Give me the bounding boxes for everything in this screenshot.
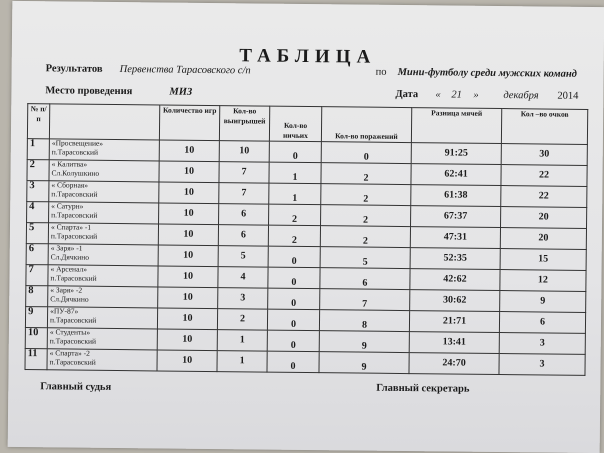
date-quote-open: « xyxy=(435,89,441,101)
date-label: Дата xyxy=(395,88,419,101)
goals-cell: 62:41 xyxy=(411,164,501,186)
team-name: « Студенты» xyxy=(49,327,91,337)
team-place: п.Тарасовский xyxy=(50,230,98,241)
goals-cell: 47:31 xyxy=(410,227,500,249)
games-cell: 10 xyxy=(159,203,219,225)
row-number: 4 xyxy=(27,202,49,223)
points-cell: 22 xyxy=(501,165,587,187)
chief-secretary-label: Главный секретарь xyxy=(376,382,470,395)
games-cell: 10 xyxy=(157,308,217,330)
place-value: МИЗ xyxy=(169,86,193,98)
team-cell xyxy=(47,328,157,350)
table-header-row xyxy=(27,104,587,145)
team-cell xyxy=(47,307,157,329)
team-name: « Спарта» -1 xyxy=(50,222,92,232)
date-month: декабря xyxy=(503,90,539,102)
results-table xyxy=(24,103,588,376)
points-cell: 3 xyxy=(499,333,585,355)
team-cell xyxy=(48,286,158,308)
date-year: 2014 xyxy=(557,90,579,102)
place-label: Место проведения xyxy=(45,85,133,98)
games-cell: 10 xyxy=(158,245,218,267)
goals-cell: 61:38 xyxy=(411,185,501,207)
goals-cell: 52:35 xyxy=(410,248,500,270)
team-name: « Арсенал» xyxy=(50,264,88,274)
points-cell: 6 xyxy=(499,312,585,334)
games-cell: 10 xyxy=(158,266,218,288)
document-title: ТАБЛИЦА xyxy=(239,45,377,68)
draws-cell: 0 xyxy=(268,288,320,310)
games-cell: 10 xyxy=(159,182,219,204)
row-number: 11 xyxy=(25,349,47,370)
date-quote-close: » xyxy=(473,89,479,101)
col-header-games: Количество игр xyxy=(159,105,219,141)
sport-value: Мини-футболу среди мужских команд xyxy=(397,66,577,80)
draws-cell: 1 xyxy=(269,162,321,184)
col-header-num: № п/п xyxy=(27,104,49,139)
team-cell xyxy=(49,202,159,224)
wins-cell: 3 xyxy=(218,288,268,310)
wins-cell: 6 xyxy=(219,204,269,226)
row-number: 9 xyxy=(25,307,47,328)
team-cell xyxy=(49,181,159,203)
team-place: п.Тарасовский xyxy=(50,272,97,283)
team-place: Сл.Дячкино xyxy=(50,293,89,304)
team-cell xyxy=(47,349,157,371)
draws-cell: 0 xyxy=(268,246,320,268)
games-cell: 10 xyxy=(157,350,217,372)
team-name: « Спарта» -2 xyxy=(49,348,90,358)
wins-cell: 2 xyxy=(217,309,267,331)
draws-cell: 0 xyxy=(267,351,319,373)
row-number: 5 xyxy=(26,223,48,244)
points-cell: 22 xyxy=(501,186,587,208)
goals-cell: 67:37 xyxy=(411,206,501,228)
wins-cell: 4 xyxy=(218,267,268,289)
col-header-points: Кол –во очков xyxy=(501,109,587,145)
points-cell: 20 xyxy=(501,207,587,229)
goals-cell: 42:62 xyxy=(410,269,500,291)
games-cell: 10 xyxy=(159,140,219,162)
goals-cell: 13:41 xyxy=(409,332,499,354)
losses-cell: 2 xyxy=(321,205,411,227)
team-cell xyxy=(49,139,159,161)
draws-cell: 0 xyxy=(269,141,321,163)
wins-cell: 7 xyxy=(219,162,269,184)
results-label: Результатов xyxy=(45,63,103,75)
team-place: п.Тарасовский xyxy=(49,335,97,346)
team-name: «ПУ-87» xyxy=(50,306,79,316)
goals-cell: 21:71 xyxy=(409,311,499,333)
team-name: « Сатурн» xyxy=(51,201,84,211)
row-number: 10 xyxy=(25,328,47,349)
row-number: 8 xyxy=(26,286,48,307)
draws-cell: 0 xyxy=(268,267,320,289)
row-number: 1 xyxy=(27,139,49,160)
team-place: п.Тарасовский xyxy=(51,146,99,157)
losses-cell: 2 xyxy=(320,226,410,248)
row-number: 3 xyxy=(27,181,49,202)
results-value: Первенства Тарасовского с/п xyxy=(119,64,251,77)
team-name: « Заря» -2 xyxy=(50,285,83,295)
points-cell: 3 xyxy=(499,354,585,376)
team-name: « Заря» -1 xyxy=(50,243,83,253)
team-cell xyxy=(48,244,158,266)
points-cell: 15 xyxy=(500,249,586,271)
col-header-wins: Кол-во выигрышей xyxy=(219,106,269,142)
losses-cell: 8 xyxy=(319,310,409,332)
points-cell: 12 xyxy=(500,270,586,292)
losses-cell: 5 xyxy=(320,247,410,269)
losses-cell: 0 xyxy=(321,142,411,164)
team-name: «Просвещение» xyxy=(51,138,104,148)
points-cell: 20 xyxy=(500,228,586,250)
table-row xyxy=(25,349,585,376)
points-cell: 9 xyxy=(500,291,586,313)
col-header-goals: Разница мячей xyxy=(411,108,501,144)
games-cell: 10 xyxy=(159,161,219,183)
team-name: « Сборная» xyxy=(51,180,89,190)
team-cell xyxy=(48,265,158,287)
wins-cell: 1 xyxy=(217,351,267,373)
wins-cell: 1 xyxy=(217,330,267,352)
chief-judge-label: Главный судья xyxy=(40,381,112,393)
losses-cell: 6 xyxy=(320,268,410,290)
team-place: Сл.Колушкино xyxy=(51,167,100,178)
team-place: п.Тарасовский xyxy=(49,314,97,325)
losses-cell: 9 xyxy=(319,352,409,374)
col-header-draws: Кол-во ничьих xyxy=(269,106,321,142)
goals-cell: 30:62 xyxy=(410,290,500,312)
team-place: п.Тарасовский xyxy=(51,209,98,220)
team-cell xyxy=(49,160,159,182)
wins-cell: 7 xyxy=(219,183,269,205)
games-cell: 10 xyxy=(158,224,218,246)
goals-cell: 24:70 xyxy=(409,353,499,375)
po-label: по xyxy=(375,66,387,78)
draws-cell: 2 xyxy=(268,225,320,247)
col-header-team xyxy=(49,104,159,140)
wins-cell: 5 xyxy=(218,246,268,268)
row-number: 7 xyxy=(26,265,48,286)
goals-cell: 91:25 xyxy=(411,143,501,165)
draws-cell: 2 xyxy=(269,204,321,226)
losses-cell: 7 xyxy=(320,289,410,311)
points-cell: 30 xyxy=(501,144,587,166)
team-place: п.Тарасовский xyxy=(51,188,98,199)
team-name: « Калитва» xyxy=(51,159,88,169)
col-header-losses: Кол-во поражений xyxy=(321,107,411,143)
row-number: 6 xyxy=(26,244,48,265)
team-place: п.Тарасовский xyxy=(49,356,96,367)
games-cell: 10 xyxy=(157,329,217,351)
team-cell xyxy=(48,223,158,245)
wins-cell: 6 xyxy=(218,225,268,247)
draws-cell: 0 xyxy=(267,330,319,352)
games-cell: 10 xyxy=(158,287,218,309)
paper-sheet xyxy=(8,1,604,453)
losses-cell: 2 xyxy=(321,163,411,185)
date-day: 21 xyxy=(451,89,462,101)
losses-cell: 2 xyxy=(321,184,411,206)
draws-cell: 0 xyxy=(267,309,319,331)
row-number: 2 xyxy=(27,160,49,181)
wins-cell: 10 xyxy=(219,141,269,163)
losses-cell: 9 xyxy=(319,331,409,353)
team-place: Сл.Дячкино xyxy=(50,251,90,262)
draws-cell: 1 xyxy=(269,183,321,205)
